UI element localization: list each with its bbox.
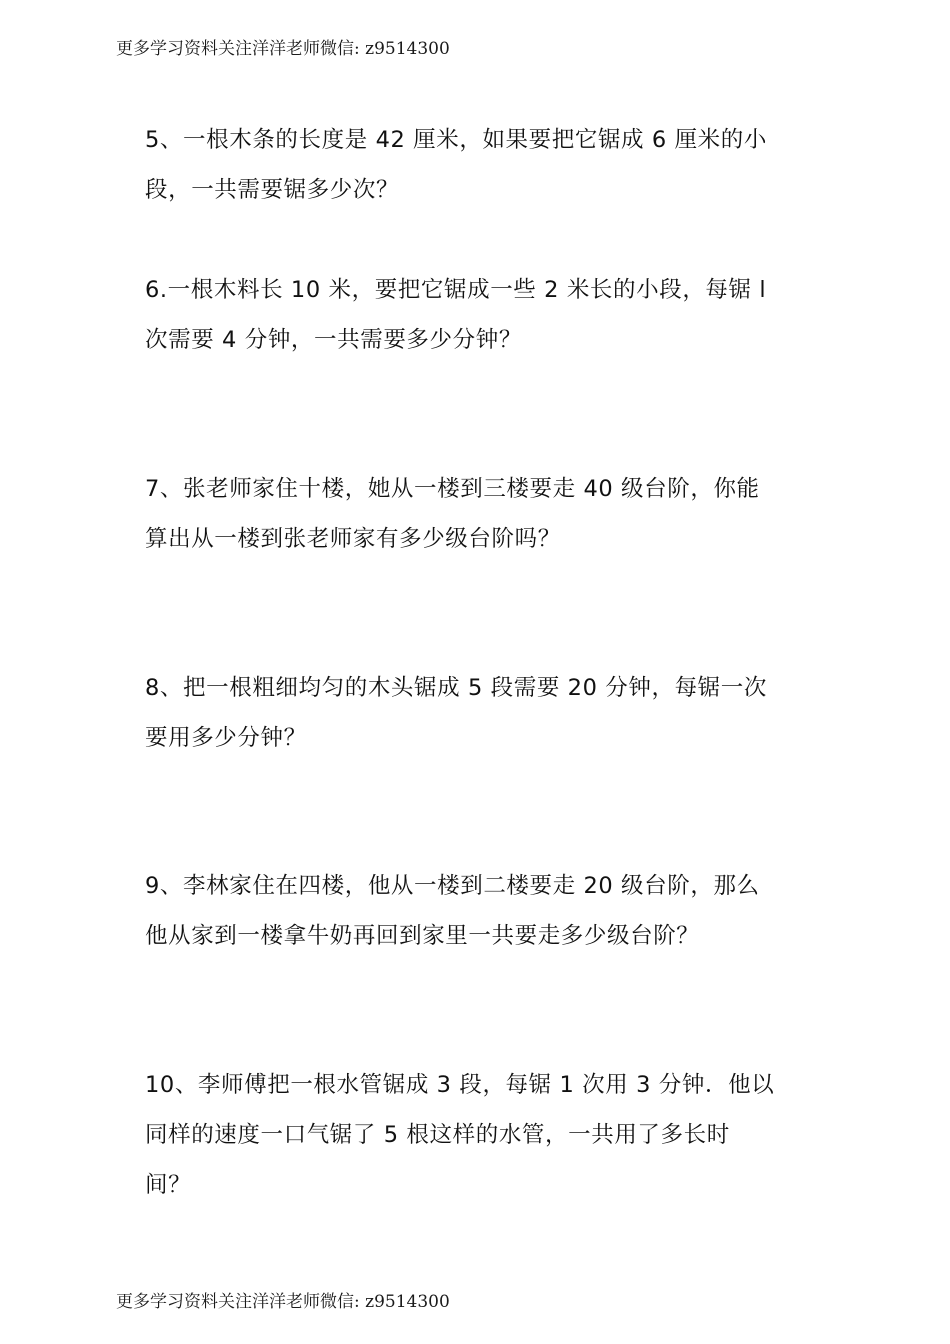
question-5 xyxy=(145,115,815,215)
page-header-watermark: 更多学习资料关注洋洋老师微信: z9514300 xyxy=(116,39,450,59)
question-7 xyxy=(145,464,815,564)
question-line: 5、一根木条的长度是 42 厘米，如果要把它锯成 6 厘米的小 xyxy=(145,127,767,153)
question-9 xyxy=(145,861,815,961)
question-line: 要用多少分钟？ xyxy=(145,725,307,751)
question-line: 次需要 4 分钟，一共需要多少分钟？ xyxy=(145,327,522,353)
question-6 xyxy=(145,265,815,365)
question-line: 段，一共需要锯多少次？ xyxy=(145,177,400,203)
question-line: 算出从一楼到张老师家有多少级台阶吗？ xyxy=(145,526,561,552)
question-line: 同样的速度一口气锯了 5 根这样的水管，一共用了多长时 xyxy=(145,1122,730,1148)
question-line: 9、李林家住在四楼，他从一楼到二楼要走 20 级台阶，那么 xyxy=(145,873,760,899)
question-line: 7、张老师家住十楼，她从一楼到三楼要走 40 级台阶，你能 xyxy=(145,476,760,502)
question-line: 间？ xyxy=(145,1172,192,1198)
question-line: 他从家到一楼拿牛奶再回到家里一共要走多少级台阶？ xyxy=(145,923,700,949)
question-8 xyxy=(145,663,815,763)
question-line: 8、把一根粗细均匀的木头锯成 5 段需要 20 分钟，每锯一次 xyxy=(145,675,767,701)
page-footer-watermark: 更多学习资料关注洋洋老师微信: z9514300 xyxy=(116,1292,450,1312)
question-line: 6.一根木料长 10 米，要把它锯成一些 2 米长的小段，每锯 l xyxy=(145,277,767,303)
question-line: 10、李师傅把一根水管锯成 3 段，每锯 1 次用 3 分钟．他以 xyxy=(145,1072,775,1098)
question-10 xyxy=(145,1060,815,1210)
